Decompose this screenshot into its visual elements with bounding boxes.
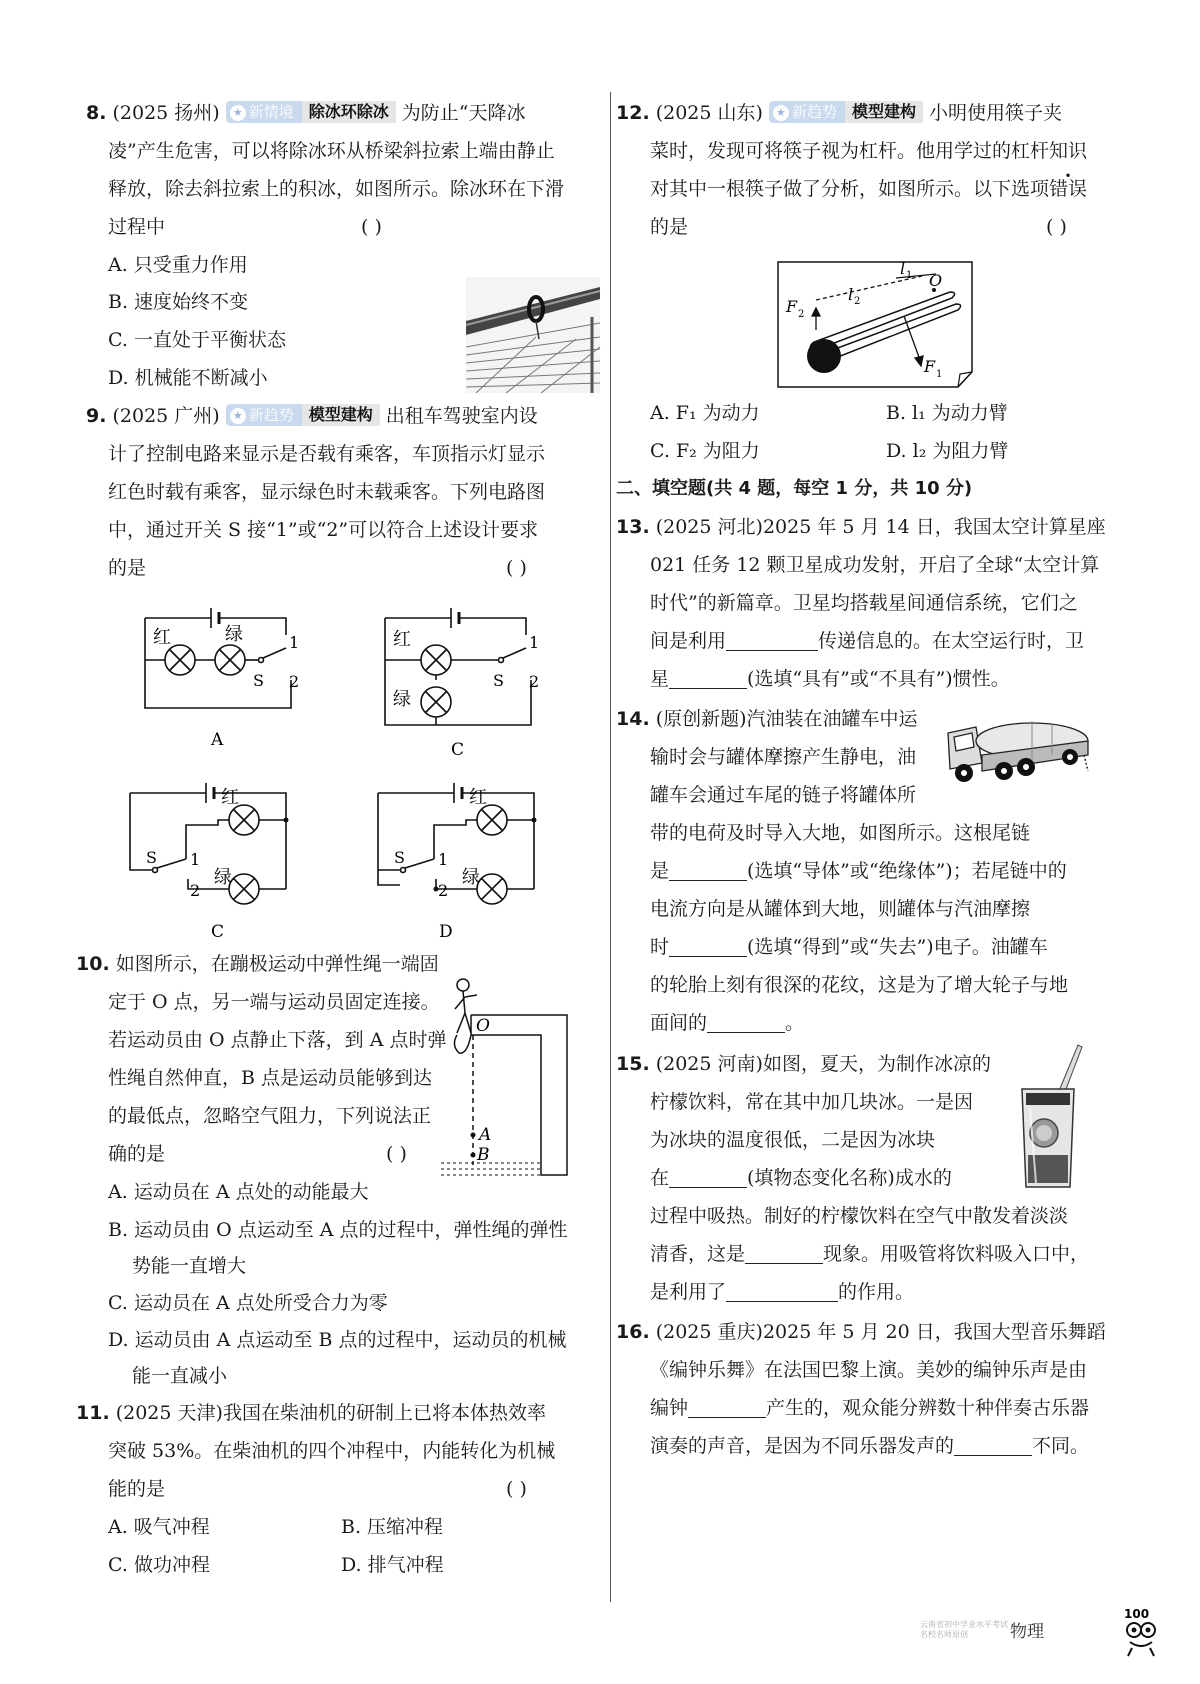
question-source: (2025 广州) [112, 405, 220, 427]
question-text: 传递信息的。在太空运行时，卫 [818, 630, 1085, 652]
f1-subscript: 1 [936, 369, 943, 380]
terminal-1-label: 1 [438, 850, 449, 869]
switch-label: S [253, 671, 264, 690]
red-lamp-label: 红 [393, 629, 411, 650]
answer-bracket: ( ) [361, 216, 382, 238]
topic-tag: 模型建构 [845, 101, 923, 123]
question-text: 产生的，观众能分辨数十种伴奏古乐器 [766, 1397, 1090, 1419]
question-source: (2025 河北) [655, 516, 763, 538]
terminal-1-label: 1 [190, 850, 201, 869]
question-text: 时代”的新篇章。卫星均搭载星间通信系统，它们之 [650, 592, 1078, 614]
fill-blank[interactable] [726, 629, 818, 651]
question-text: 的是 [650, 216, 689, 238]
terminal-2-label: 2 [529, 672, 540, 691]
fill-blank[interactable] [745, 1242, 823, 1264]
question-text: 时 [650, 936, 670, 958]
chopstick-lever-figure [776, 260, 976, 390]
logo-text: 100 [1124, 1607, 1150, 1621]
question-text: 带的电荷及时导入大地，如图所示。这根尾链 [650, 822, 1031, 844]
terminal-2-label: 2 [190, 881, 201, 900]
question-text: 为防止“天降冰 [401, 102, 526, 124]
option-b: B. 运动员由 O 点运动至 A 点的过程中，弹性绳的弹性 [108, 1219, 568, 1241]
oil-tanker-truck-figure [942, 711, 1092, 801]
question-text: 电流方向是从罐体到大地，则罐体与汽油摩擦 [650, 898, 1031, 920]
question-text: 演奏的声音，是因为不同乐器发声的 [650, 1435, 955, 1457]
bridge-cable-figure [466, 277, 600, 393]
footer-small-text: 云南省初中学业水平考试 [920, 1620, 1008, 1629]
question-text: 汽油装在油罐车中运 [746, 708, 918, 730]
circuit-diagram-c-top [381, 600, 551, 760]
new-trend-tag: ★ 新趋势 [769, 101, 845, 123]
question-text: 罐车会通过车尾的链子将罐体所 [650, 784, 917, 806]
question-text: 的轮胎上刻有很深的花纹，这是为了增大轮子与地 [650, 974, 1069, 996]
mascot-logo [1120, 1604, 1162, 1658]
option-a: A. 吸气冲程 [108, 1516, 210, 1538]
l2-subscript: 2 [854, 296, 861, 307]
question-text: 柠檬饮料，常在其中加几块冰。一是因 [650, 1091, 974, 1113]
new-context-tag: ★ 新情境 [226, 101, 302, 123]
fill-blank[interactable] [669, 667, 747, 689]
question-text: 确的是 [108, 1143, 166, 1165]
question-text: 现象。用吸管将饮料吸入口中， [823, 1243, 1090, 1265]
question-text: 出租车驾驶室内设 [385, 405, 538, 427]
question-text: 定于 O 点，另一端与运动员固定连接。 [108, 991, 440, 1013]
question-number: 9. [86, 405, 107, 427]
option-d-cont: 能一直减小 [132, 1365, 228, 1387]
l1-subscript: 1 [906, 270, 913, 281]
option-d: D. 运动员由 A 点运动至 B 点的过程中，运动员的机械 [108, 1329, 567, 1351]
question-text: 2025 年 5 月 14 日，我国太空计算星座 [762, 516, 1106, 538]
question-text: 的最低点，忽略空气阻力，下列说法正 [108, 1105, 432, 1127]
question-text: 的是 [108, 557, 147, 579]
star-icon: ★ [230, 105, 246, 121]
question-text: 的作用。 [838, 1281, 915, 1303]
fill-blank[interactable] [669, 1166, 747, 1188]
question-number: 8. [86, 102, 107, 124]
question-text: (选填“具有”或“不具有”)惯性。 [747, 668, 1010, 690]
diagram-caption: C [211, 922, 225, 942]
question-text: 凌”产生危害，可以将除冰环从桥梁斜拉索上端由静止 [108, 140, 555, 162]
l2-label: l [848, 285, 854, 304]
circuit-diagram-a [141, 600, 311, 750]
option-d: D. 排气冲程 [341, 1554, 444, 1576]
option-d: D. l₂ 为阻力臂 [886, 440, 1009, 462]
fill-blank[interactable] [726, 1280, 838, 1302]
question-source: (2025 重庆) [655, 1321, 763, 1343]
f2-subscript: 2 [798, 309, 805, 320]
option-b: B. 速度始终不变 [108, 291, 249, 313]
question-text: 间是利用 [650, 630, 727, 652]
terminal-1-label: 1 [289, 633, 300, 652]
switch-label: S [493, 671, 504, 690]
option-b-cont: 势能一直增大 [132, 1255, 247, 1277]
emphasis-text: 错误 [1049, 178, 1088, 200]
question-number: 15. [616, 1053, 650, 1075]
question-text: 为冰块的温度很低，二是因为冰块 [650, 1129, 936, 1151]
question-text: 红色时载有乘客，显示绿色时未载乘客。下列电路图 [108, 481, 546, 503]
question-text: 清香，这是 [650, 1243, 746, 1265]
question-text: 2025 年 5 月 20 日，我国大型音乐舞蹈 [762, 1321, 1106, 1343]
option-b: B. 压缩冲程 [341, 1516, 444, 1538]
circuit-diagram-c-bottom [126, 775, 306, 942]
option-c: C. F₂ 为阻力 [650, 440, 760, 462]
diagram-caption: C [451, 740, 465, 760]
green-lamp-label: 绿 [393, 689, 411, 710]
option-a: A. 运动员在 A 点处的动能最大 [108, 1181, 369, 1203]
question-text: 如图，夏天，为制作冰凉的 [762, 1053, 991, 1075]
answer-bracket: ( ) [1046, 216, 1067, 238]
question-source: (2025 山东) [655, 102, 763, 124]
question-source: (2025 河南) [655, 1053, 763, 1075]
question-number: 14. [616, 708, 650, 730]
question-number: 10. [76, 953, 110, 975]
question-text: 不同。 [1032, 1435, 1090, 1457]
question-text: 在 [650, 1167, 670, 1189]
question-text: 菜时，发现可将筷子视为杠杆。他用学过的杠杆知识 [650, 140, 1088, 162]
question-text: 计了控制电路来显示是否载有乘客，车顶指示灯显示 [108, 443, 546, 465]
question-text: 星 [650, 668, 670, 690]
fill-blank[interactable] [669, 935, 747, 957]
question-text: 对其中一根筷子做了分析，如图所示。以下选项 [650, 178, 1050, 200]
lemon-drink-glass-figure [1018, 1043, 1088, 1191]
topic-tag: 除冰环除冰 [302, 101, 396, 123]
circuit-diagram-d [374, 775, 554, 942]
question-number: 12. [616, 102, 650, 124]
section-heading: 二、填空题(共 4 题，每空 1 分，共 10 分) [616, 478, 973, 499]
question-text: 是利用了 [650, 1281, 727, 1303]
question-number: 11. [76, 1402, 110, 1424]
point-b-label: B [477, 1145, 490, 1165]
diagram-caption: D [439, 922, 453, 942]
question-text: 我国在柴油机的研制上已将本体热效率 [222, 1402, 546, 1424]
question-source: (2025 天津) [115, 1402, 223, 1424]
question-text: 输时会与罐体摩擦产生静电，油 [650, 746, 917, 768]
green-lamp-label: 绿 [462, 867, 480, 888]
terminal-1-label: 1 [529, 633, 540, 652]
point-o-label: O [476, 1016, 490, 1036]
option-c: C. 运动员在 A 点处所受合力为零 [108, 1292, 388, 1314]
footer-small-text: 名校名师原创 [920, 1630, 968, 1639]
green-lamp-label: 绿 [214, 867, 232, 888]
question-number: 13. [616, 516, 650, 538]
question-text: (选填“导体”或“绝缘体”)；若尾链中的 [747, 860, 1067, 882]
fill-blank[interactable] [954, 1434, 1032, 1456]
switch-label: S [394, 848, 405, 867]
question-text: (填物态变化名称)成水的 [747, 1167, 952, 1189]
new-trend-tag: ★ 新趋势 [226, 404, 302, 426]
question-source: (原创新题) [655, 708, 747, 730]
question-text: 过程中吸热。制好的柠檬饮料在空气中散发着淡淡 [650, 1205, 1069, 1227]
option-c: C. 一直处于平衡状态 [108, 329, 286, 351]
question-text: 编钟 [650, 1397, 689, 1419]
question-text: 突破 53%。在柴油机的四个冲程中，内能转化为机械 [108, 1440, 556, 1462]
option-d: D. 机械能不断减小 [108, 367, 268, 389]
option-a: A. F₁ 为动力 [650, 402, 760, 424]
switch-label: S [146, 848, 157, 867]
answer-bracket: ( ) [386, 1143, 407, 1165]
question-text: 面间的 [650, 1012, 708, 1034]
question-text: 性绳自然伸直，B 点是运动员能够到达 [108, 1067, 433, 1089]
pivot-o-label: O [929, 271, 943, 290]
fill-blank[interactable] [707, 1011, 785, 1033]
bungee-figure [441, 975, 601, 1185]
star-icon: ★ [773, 105, 789, 121]
question-text: 释放，除去斜拉索上的积冰，如图所示。除冰环在下滑 [108, 178, 565, 200]
star-icon: ★ [230, 408, 246, 424]
topic-tag: 模型建构 [302, 404, 380, 426]
red-lamp-label: 红 [153, 627, 171, 648]
f1-label: F [924, 357, 936, 376]
red-lamp-label: 红 [469, 787, 487, 808]
terminal-2-label: 2 [438, 881, 449, 900]
answer-bracket: ( ) [506, 1478, 527, 1500]
question-source: (2025 扬州) [112, 102, 220, 124]
answer-bracket: ( ) [506, 557, 527, 579]
option-a: A. 只受重力作用 [108, 254, 248, 276]
red-lamp-label: 红 [221, 787, 239, 808]
question-text: 是 [650, 860, 670, 882]
question-text: 能的是 [108, 1478, 166, 1500]
fill-blank[interactable] [669, 859, 747, 881]
question-text: 。 [785, 1012, 805, 1034]
fill-blank[interactable] [688, 1396, 766, 1418]
question-text: 021 任务 12 颗卫星成功发射，开启了全球“太空计算 [650, 554, 1100, 576]
green-lamp-label: 绿 [225, 624, 243, 645]
question-number: 16. [616, 1321, 650, 1343]
l1-label: l [900, 259, 906, 278]
question-text: 过程中 [108, 216, 166, 238]
question-text: 中，通过开关 S 接“1”或“2”可以符合上述设计要求 [108, 519, 539, 541]
question-text: 如图所示，在蹦极运动中弹性绳一端固 [115, 953, 439, 975]
question-text: 小明使用筷子夹 [929, 102, 1063, 124]
question-text: (选填“得到”或“失去”)电子。油罐车 [747, 936, 1048, 958]
f2-label: F [786, 297, 798, 316]
option-c: C. 做功冲程 [108, 1554, 210, 1576]
column-divider [610, 92, 611, 1602]
footer-subject: 物理 [1010, 1622, 1044, 1642]
terminal-2-label: 2 [289, 672, 300, 691]
option-b: B. l₁ 为动力臂 [886, 402, 1008, 424]
point-a-label: A [479, 1125, 492, 1145]
question-text: 若运动员由 O 点静止下落，到 A 点时弹 [108, 1029, 447, 1051]
diagram-caption: A [211, 730, 224, 750]
question-text: 《编钟乐舞》在法国巴黎上演。美妙的编钟乐声是由 [650, 1359, 1088, 1381]
